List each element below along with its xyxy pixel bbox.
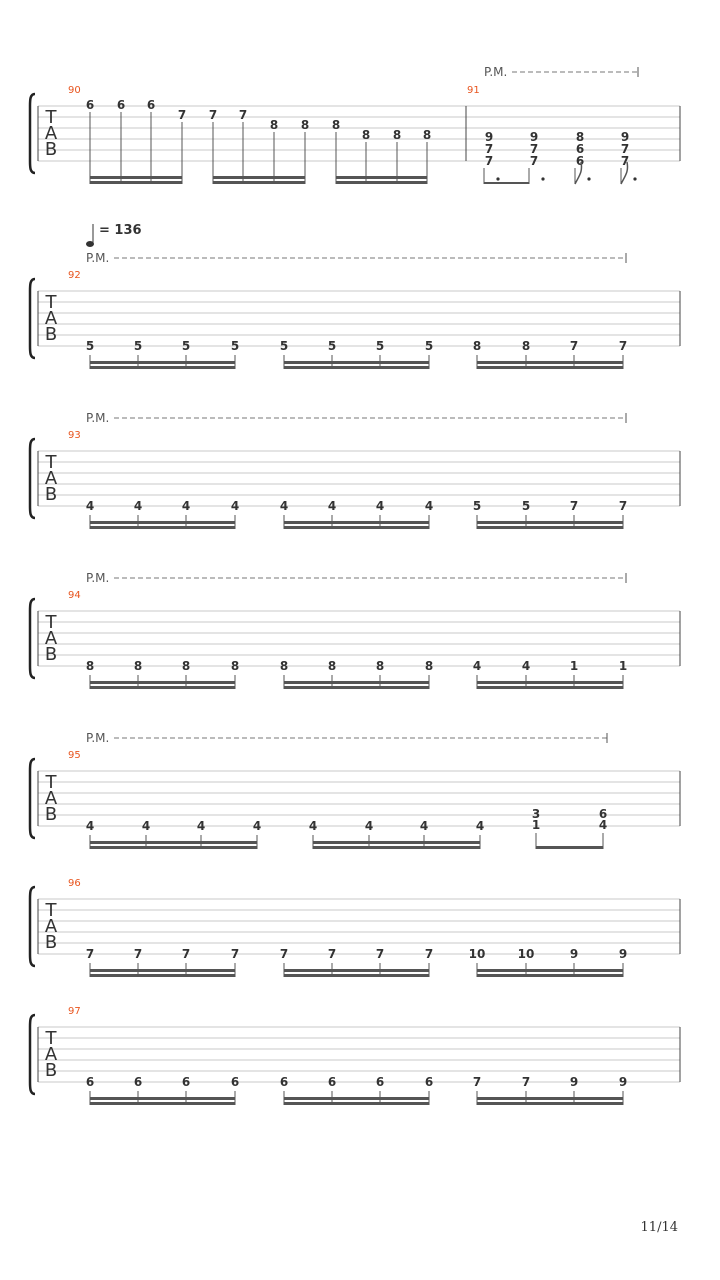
fret-number: 4 xyxy=(133,499,143,513)
palm-mute-label: P.M. xyxy=(484,65,508,79)
beam xyxy=(477,526,623,529)
tab-clef-letter: T xyxy=(45,612,57,633)
tab-system xyxy=(30,223,680,369)
fret-number: 6 xyxy=(116,98,126,112)
tab-clef-letter: B xyxy=(44,644,58,665)
beam xyxy=(477,974,623,977)
fret-number: 5 xyxy=(279,339,289,353)
fret-number: 6 xyxy=(575,142,585,156)
beam xyxy=(284,686,429,689)
fret-number: 7 xyxy=(484,142,494,156)
fret-number: 8 xyxy=(133,659,143,673)
fret-number: 7 xyxy=(85,947,95,961)
fret-number: 4 xyxy=(279,499,289,513)
tab-clef-letter: A xyxy=(44,1044,58,1065)
fret-number: 5 xyxy=(472,499,482,513)
beam xyxy=(90,176,182,179)
system-bracket xyxy=(30,279,35,358)
beam xyxy=(477,681,623,684)
beam xyxy=(284,969,429,972)
fret-number: 6 xyxy=(375,1075,385,1089)
fret-number: 9 xyxy=(620,130,630,144)
tab-clef-letter: B xyxy=(44,484,58,505)
fret-number: 1 xyxy=(531,818,541,832)
tab-clef-letter: B xyxy=(44,324,58,345)
fret-number: 6 xyxy=(85,1075,95,1089)
fret-number: 6 xyxy=(146,98,156,112)
tab-clef-letter: T xyxy=(45,107,57,128)
fret-number: 5 xyxy=(327,339,337,353)
system-bracket xyxy=(30,887,35,966)
beam xyxy=(90,366,235,369)
fret-number: 10 xyxy=(517,947,535,961)
fret-number: 4 xyxy=(419,819,429,833)
fret-number: 8 xyxy=(327,659,337,673)
dot xyxy=(496,177,499,180)
beam xyxy=(313,841,480,844)
beam xyxy=(90,526,235,529)
fret-number: 8 xyxy=(269,118,279,132)
beam xyxy=(313,846,480,849)
tab-system xyxy=(30,1006,680,1105)
beam xyxy=(284,1102,429,1105)
beam xyxy=(477,1097,623,1100)
tab-clef-letter: B xyxy=(44,804,58,825)
palm-mute-label: P.M. xyxy=(86,731,110,745)
beam xyxy=(284,1097,429,1100)
fret-number: 5 xyxy=(521,499,531,513)
beam xyxy=(90,521,235,524)
fret-number: 7 xyxy=(618,499,628,513)
beam xyxy=(90,361,235,364)
fret-number: 6 xyxy=(181,1075,191,1089)
tab-clef-letter: A xyxy=(44,468,58,489)
page-number: 11/14 xyxy=(640,1220,678,1235)
fret-number: 7 xyxy=(181,947,191,961)
fret-number: 7 xyxy=(424,947,434,961)
tab-clef-letter: A xyxy=(44,788,58,809)
beam xyxy=(90,1097,235,1100)
fret-number: 4 xyxy=(85,499,95,513)
beam xyxy=(536,846,603,849)
fret-number: 8 xyxy=(279,659,289,673)
fret-number: 3 xyxy=(531,807,541,821)
fret-number: 4 xyxy=(181,499,191,513)
measure-number: 92 xyxy=(68,270,81,281)
fret-number: 6 xyxy=(424,1075,434,1089)
fret-number: 5 xyxy=(181,339,191,353)
beam xyxy=(90,181,182,184)
beam xyxy=(477,361,623,364)
fret-number: 6 xyxy=(598,807,608,821)
palm-mute-label: P.M. xyxy=(86,411,110,425)
system-bracket xyxy=(30,759,35,838)
fret-number: 9 xyxy=(484,130,494,144)
beam xyxy=(213,176,305,179)
fret-number: 6 xyxy=(230,1075,240,1089)
fret-number: 6 xyxy=(327,1075,337,1089)
tab-system xyxy=(30,411,680,529)
beam xyxy=(284,361,429,364)
fret-number: 8 xyxy=(85,659,95,673)
fret-number: 9 xyxy=(569,1075,579,1089)
fret-number: 4 xyxy=(85,819,95,833)
fret-number: 4 xyxy=(598,818,608,832)
fret-number: 5 xyxy=(424,339,434,353)
tab-clef-letter: T xyxy=(45,900,57,921)
fret-number: 7 xyxy=(529,154,539,168)
beam xyxy=(90,969,235,972)
fret-number: 8 xyxy=(472,339,482,353)
fret-number: 4 xyxy=(141,819,151,833)
dot xyxy=(587,177,590,180)
fret-number: 7 xyxy=(177,108,187,122)
beam xyxy=(284,521,429,524)
fret-number: 8 xyxy=(361,128,371,142)
measure-number: 91 xyxy=(467,85,480,96)
system-bracket xyxy=(30,599,35,678)
tab-clef-letter: T xyxy=(45,772,57,793)
fret-number: 5 xyxy=(230,339,240,353)
fret-number: 4 xyxy=(308,819,318,833)
measure-number: 94 xyxy=(68,590,81,601)
beam xyxy=(336,176,427,179)
tab-clef-letter: A xyxy=(44,916,58,937)
beam xyxy=(336,181,427,184)
fret-number: 5 xyxy=(133,339,143,353)
fret-number: 4 xyxy=(521,659,531,673)
fret-number: 8 xyxy=(424,659,434,673)
dot xyxy=(541,177,544,180)
beam xyxy=(484,182,529,184)
fret-number: 1 xyxy=(618,659,628,673)
beam xyxy=(284,526,429,529)
beam xyxy=(90,841,257,844)
fret-number: 4 xyxy=(327,499,337,513)
fret-number: 7 xyxy=(375,947,385,961)
beam xyxy=(477,686,623,689)
tab-clef-letter: B xyxy=(44,1060,58,1081)
measure-number: 96 xyxy=(68,878,81,889)
fret-number: 7 xyxy=(620,142,630,156)
fret-number: 7 xyxy=(618,339,628,353)
fret-number: 7 xyxy=(208,108,218,122)
tempo-value: = 136 xyxy=(99,223,142,238)
tempo-marking xyxy=(86,223,142,247)
fret-number: 4 xyxy=(252,819,262,833)
fret-number: 5 xyxy=(85,339,95,353)
fret-number: 8 xyxy=(375,659,385,673)
fret-number: 8 xyxy=(331,118,341,132)
beam xyxy=(90,846,257,849)
beam xyxy=(477,969,623,972)
fret-number: 9 xyxy=(618,947,628,961)
fret-number: 7 xyxy=(472,1075,482,1089)
palm-mute-label: P.M. xyxy=(86,251,110,265)
fret-number: 4 xyxy=(230,499,240,513)
tab-system xyxy=(30,731,680,849)
fret-number: 7 xyxy=(327,947,337,961)
beam xyxy=(284,681,429,684)
fret-number: 6 xyxy=(575,154,585,168)
beam xyxy=(213,181,305,184)
fret-number: 6 xyxy=(133,1075,143,1089)
fret-number: 9 xyxy=(569,947,579,961)
fret-number: 8 xyxy=(230,659,240,673)
palm-mute-label: P.M. xyxy=(86,571,110,585)
tab-clef-letter: A xyxy=(44,628,58,649)
measure-number: 90 xyxy=(68,85,81,96)
fret-number: 7 xyxy=(569,339,579,353)
fret-number: 7 xyxy=(133,947,143,961)
fret-number: 4 xyxy=(424,499,434,513)
tab-clef-letter: B xyxy=(44,932,58,953)
fret-number: 8 xyxy=(392,128,402,142)
tab-system xyxy=(30,65,680,184)
system-bracket xyxy=(30,1015,35,1094)
fret-number: 6 xyxy=(279,1075,289,1089)
fret-number: 10 xyxy=(468,947,486,961)
beam xyxy=(477,366,623,369)
fret-number: 1 xyxy=(569,659,579,673)
fret-number: 8 xyxy=(300,118,310,132)
fret-number: 9 xyxy=(618,1075,628,1089)
tab-clef-letter: T xyxy=(45,292,57,313)
fret-number: 7 xyxy=(484,154,494,168)
beam xyxy=(477,521,623,524)
fret-number: 8 xyxy=(575,130,585,144)
beam xyxy=(90,686,235,689)
tab-system xyxy=(30,878,680,977)
fret-number: 4 xyxy=(375,499,385,513)
fret-number: 4 xyxy=(364,819,374,833)
fret-number: 8 xyxy=(181,659,191,673)
fret-number: 7 xyxy=(230,947,240,961)
fret-number: 7 xyxy=(521,1075,531,1089)
tab-system xyxy=(30,571,680,689)
tab-clef-letter: A xyxy=(44,123,58,144)
fret-number: 7 xyxy=(529,142,539,156)
fret-number: 8 xyxy=(422,128,432,142)
beam xyxy=(477,1102,623,1105)
fret-number: 4 xyxy=(472,659,482,673)
fret-number: 7 xyxy=(238,108,248,122)
tab-clef-letter: A xyxy=(44,308,58,329)
fret-number: 5 xyxy=(375,339,385,353)
tab-clef-letter: T xyxy=(45,1028,57,1049)
measure-number: 95 xyxy=(68,750,81,761)
fret-number: 7 xyxy=(569,499,579,513)
fret-number: 4 xyxy=(196,819,206,833)
fret-number: 6 xyxy=(85,98,95,112)
beam xyxy=(284,974,429,977)
dot xyxy=(633,177,636,180)
fret-number: 9 xyxy=(529,130,539,144)
measure-number: 93 xyxy=(68,430,81,441)
fret-number: 7 xyxy=(279,947,289,961)
fret-number: 7 xyxy=(620,154,630,168)
system-bracket xyxy=(30,94,35,173)
beam xyxy=(90,974,235,977)
beam xyxy=(90,681,235,684)
system-bracket xyxy=(30,439,35,518)
measure-number: 97 xyxy=(68,1006,81,1017)
fret-number: 4 xyxy=(475,819,485,833)
fret-number: 8 xyxy=(521,339,531,353)
beam xyxy=(90,1102,235,1105)
tab-clef-letter: B xyxy=(44,139,58,160)
beam xyxy=(284,366,429,369)
tab-clef-letter: T xyxy=(45,452,57,473)
